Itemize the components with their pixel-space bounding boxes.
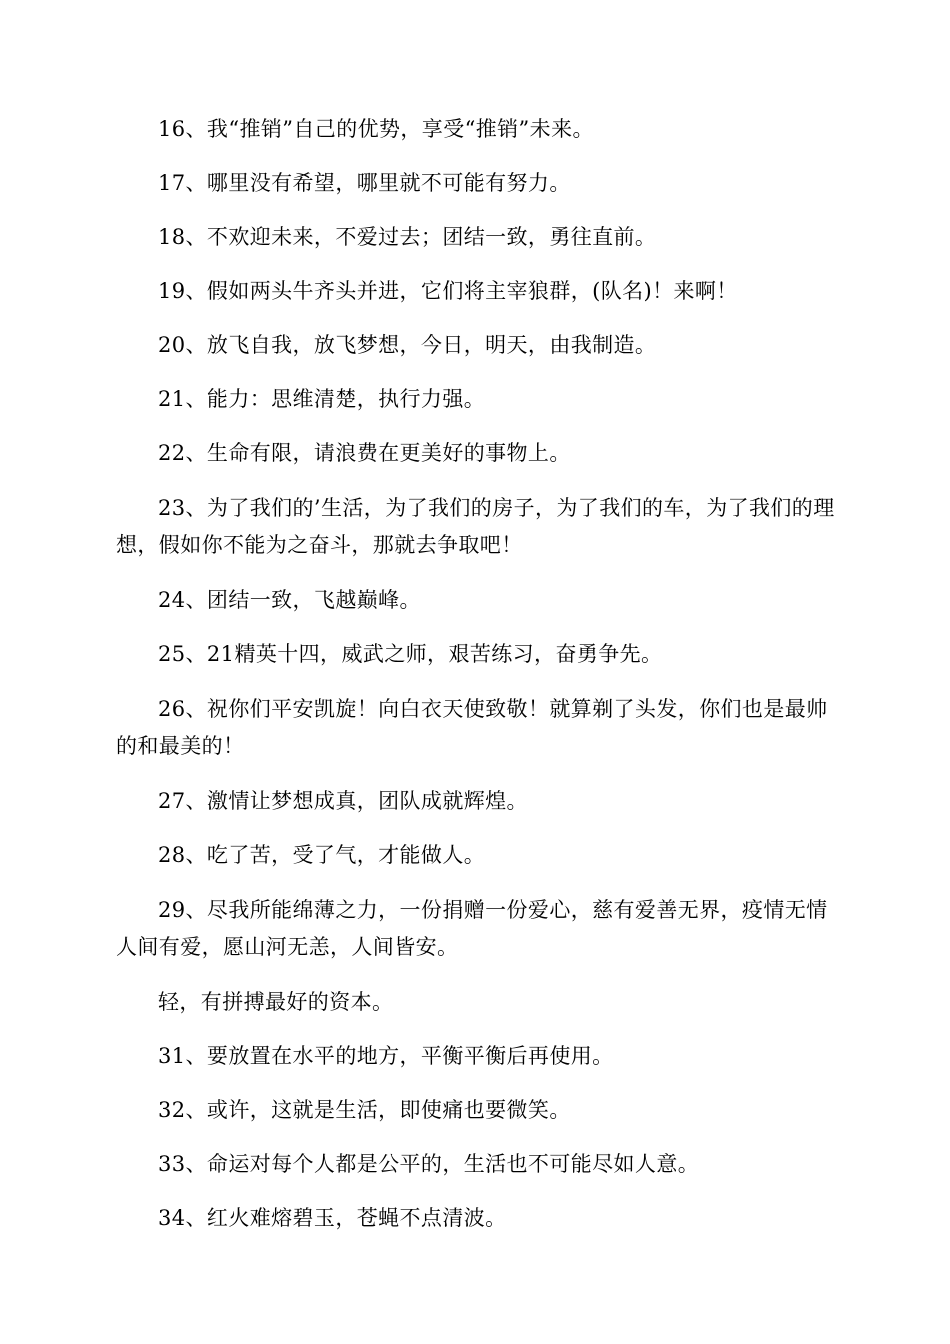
paragraph-26: 26、祝你们平安凯旋！向白衣天使致敬！就算剃了头发，你们也是最帅的和最美的！ xyxy=(116,697,828,758)
paragraph-17: 17、哪里没有希望，哪里就不可能有努力。 xyxy=(158,171,571,195)
paragraph-29: 29、尽我所能绵薄之力，一份捐赠一份爱心，慈有爱善无界，疫情无情人间有爱，愿山河无恙，人间皆安。 xyxy=(116,898,828,959)
paragraph-25: 25、21精英十四，威武之师，艰苦练习，奋勇争先。 xyxy=(158,642,663,666)
paragraph-20: 20、放飞自我，放飞梦想，今日，明天，由我制造。 xyxy=(158,333,657,357)
paragraph-16: 16、我“推销”自己的优势，享受“推销”未来。 xyxy=(158,117,594,141)
paragraph-23: 23、为了我们的’生活，为了我们的房子，为了我们的车，为了我们的理想，假如你不能为之奋斗，那就去争取吧！ xyxy=(116,496,835,557)
paragraph-22: 22、生命有限，请浪费在更美好的事物上。 xyxy=(158,441,571,465)
paragraph-30-fragment: 轻，有拼搏最好的资本。 xyxy=(158,990,394,1014)
paragraph-31: 31、要放置在水平的地方，平衡平衡后再使用。 xyxy=(158,1044,614,1068)
paragraph-21: 21、能力：思维清楚，执行力强。 xyxy=(158,387,486,411)
paragraph-19: 19、假如两头牛齐头并进，它们将主宰狼群，(队名)！来啊！ xyxy=(158,279,738,303)
paragraph-33: 33、命运对每个人都是公平的，生活也不可能尽如人意。 xyxy=(158,1152,700,1176)
paragraph-34: 34、红火难熔碧玉，苍蝇不点清波。 xyxy=(158,1206,507,1230)
paragraph-18: 18、不欢迎未来，不爱过去；团结一致，勇往直前。 xyxy=(158,225,657,249)
paragraph-28: 28、吃了苦，受了气，才能做人。 xyxy=(158,843,486,867)
paragraph-27: 27、激情让梦想成真，团队成就辉煌。 xyxy=(158,789,528,813)
paragraph-32: 32、或许，这就是生活，即使痛也要微笑。 xyxy=(158,1098,571,1122)
paragraph-24: 24、团结一致，飞越巅峰。 xyxy=(158,588,421,612)
